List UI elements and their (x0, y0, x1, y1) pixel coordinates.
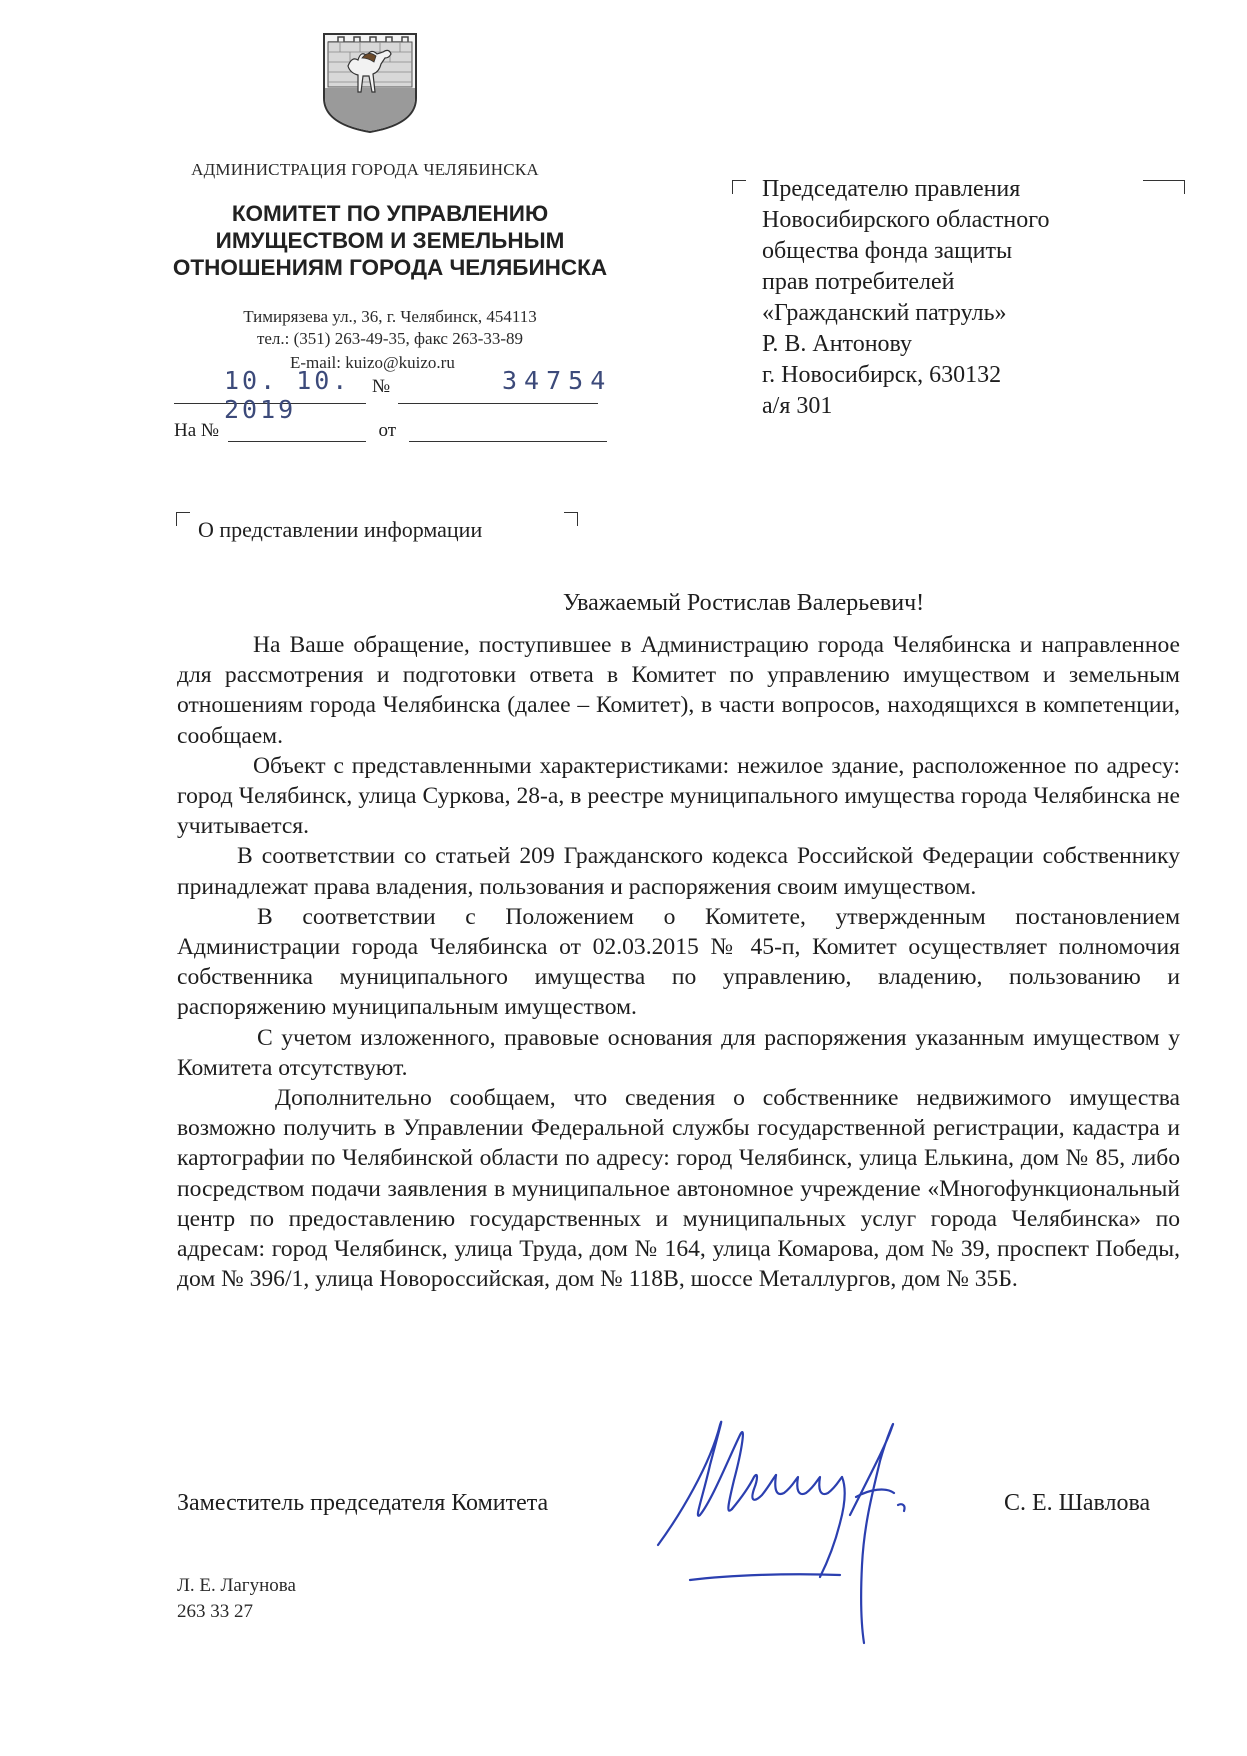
recipient-line: прав потребителей (762, 269, 955, 295)
recipient-line: Р. В. Антонову (762, 331, 913, 357)
subject-corner-left (176, 512, 190, 526)
body-paragraph: В соответствии со статьей 209 Гражданского кодекса Российской Федерации собственнику принадлежат права владения, пользования и распоряжения своим имуществом. (177, 843, 1180, 900)
reference-date-blank (409, 420, 607, 442)
coat-of-arms-emblem (320, 28, 420, 136)
recipient-line: «Гражданский патруль» (762, 300, 1007, 326)
committee-name-line: КОМИТЕТ ПО УПРАВЛЕНИЮ (231, 201, 549, 226)
letter-body (177, 630, 1180, 1294)
executor-phone: 263 33 27 (177, 1601, 253, 1622)
body-paragraph: В соответствии с Положением о Комитете, утвержденным постановлением Администрации города Челябинска от 02.03.2015 № 45-п, Комитет осуществляет полномочия собственника муниципального имущества по управлению, владению, пользованию и распоряжению муниципальным имуществом. (177, 903, 1180, 1021)
signer-title: Заместитель председателя Комитета (177, 1490, 549, 1516)
recipient-line: общества фонда защиты (762, 238, 1013, 264)
registration-number-field (398, 360, 613, 404)
committee-name-line: ИМУЩЕСТВОМ И ЗЕМЕЛЬНЫМ (215, 228, 565, 253)
committee-email: E-mail: kuizo@kuizo.ru (290, 353, 455, 372)
registration-date-field (174, 360, 366, 424)
recipient-corner-left (732, 180, 746, 194)
recipient-address-block (762, 174, 1162, 422)
registration-number-stamp: 34754 (502, 366, 613, 395)
executor-info (177, 1573, 296, 1625)
salutation: Уважаемый Ростислав Валерьевич! (562, 590, 925, 616)
committee-name-line: ОТНОШЕНИЯМ ГОРОДА ЧЕЛЯБИНСКА (172, 255, 608, 280)
executor-name: Л. Е. Лагунова (177, 1575, 296, 1596)
committee-name (150, 200, 630, 281)
reference-from-label: от (378, 420, 397, 441)
letter-subject: О представлении информации (198, 517, 483, 542)
committee-contacts (150, 306, 630, 350)
registration-number-label: № (372, 376, 391, 397)
signer-name: С. Е. Шавлова (1004, 1490, 1151, 1516)
committee-address: Тимирязева ул., 36, г. Челябинск, 454113 (243, 307, 537, 326)
handwritten-signature (650, 1405, 960, 1650)
recipient-line: Новосибирского областного (762, 207, 1050, 233)
body-paragraph: С учетом изложенного, правовые основания для распоряжения указанным имуществом у Комитета отсутствуют. (177, 1024, 1180, 1081)
recipient-line: г. Новосибирск, 630132 (762, 362, 1002, 388)
body-paragraph: На Ваше обращение, поступившее в Администрацию города Челябинска и направленное для рассмотрения и подготовки ответа в Комитет по управлению имуществом и земельным отношениям города Челябинска (далее – Комитет), в части вопросов, находящихся в компетенции, сообщаем. (177, 632, 1180, 749)
recipient-line: а/я 301 (762, 393, 833, 419)
administration-name: АДМИНИСТРАЦИЯ ГОРОДА ЧЕЛЯБИНСКА (191, 160, 539, 179)
reference-number-blank (228, 420, 366, 442)
registration-date-stamp: 10. 10. 2019 (224, 366, 351, 424)
committee-phone: тел.: (351) 263-49-35, факс 263-33-89 (256, 329, 524, 348)
recipient-line: Председателю правления (762, 176, 1021, 202)
subject-corner-right (564, 512, 578, 526)
body-paragraph: Дополнительно сообщаем, что сведения о собственнике недвижимого имущества возможно получить в Управлении Федеральной службы государственной регистрации, кадастра и картографии по Челябинской области по адресу: город Челябинск, улица Елькина, дом № 85, либо посредством подачи заявления в муниципальное автономное учреждение «Многофункциональный центр по предоставлению государственных и муниципальных услуг города Челябинска» по адресам: город Челябинск, улица Труда, дом № 164, улица Комарова, дом № 39, проспект Победы, дом № 396/1, улица Новороссийская, дом № 118В, шоссе Металлургов, дом № 35Б. (177, 1085, 1180, 1293)
reference-number-label: На № (174, 420, 220, 441)
reference-line (174, 420, 607, 442)
body-paragraph: Объект с представленными характеристиками: нежилое здание, расположенное по адресу: город Челябинск, улица Суркова, 28-а, в реестре муниципального имущества города Челябинска не учитывается. (177, 752, 1180, 840)
